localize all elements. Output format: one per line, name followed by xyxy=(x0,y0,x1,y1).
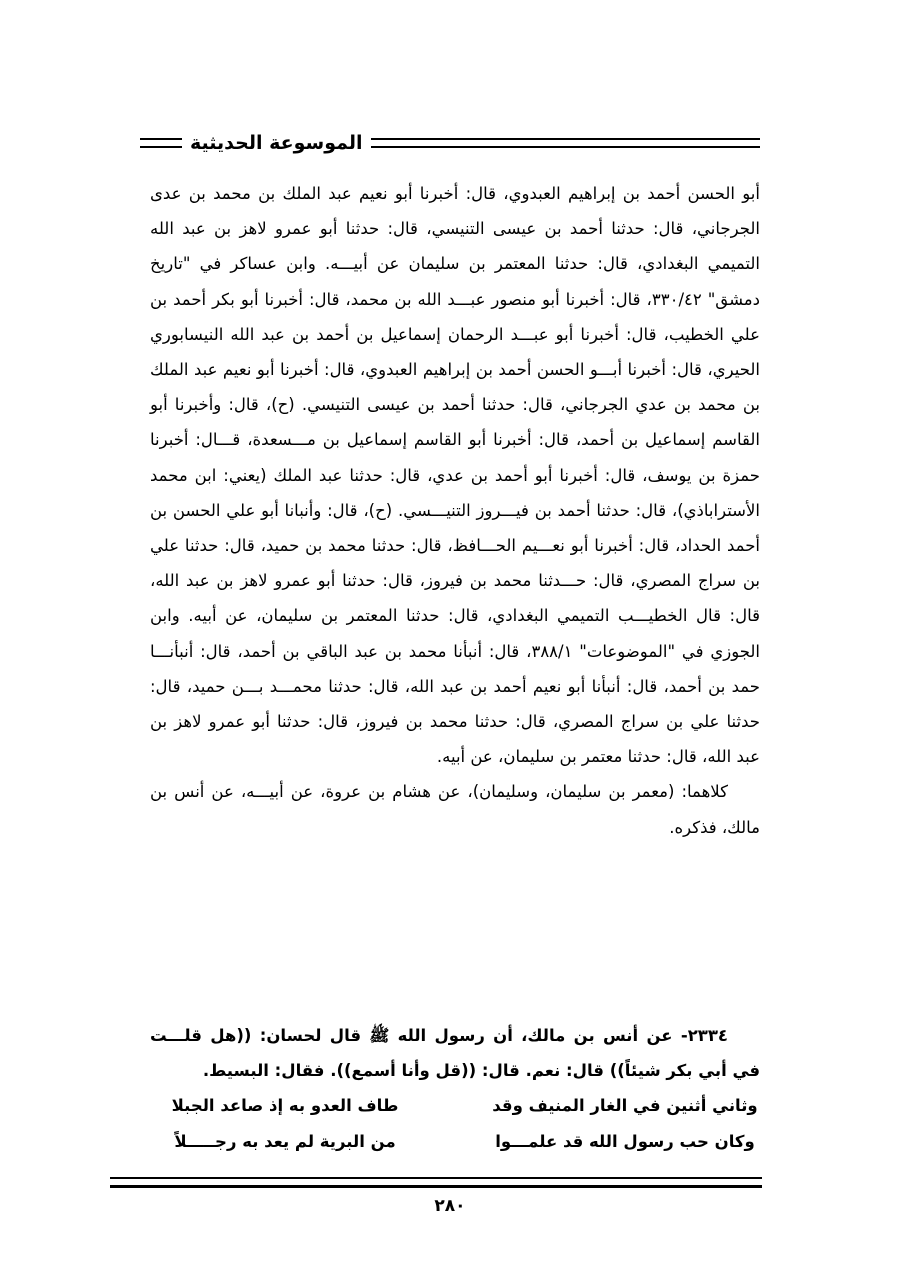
hadith-block xyxy=(150,1018,760,1088)
main-text xyxy=(150,176,760,845)
hadith-text: ٢٣٣٤- عن أنس بن مالك، أن رسول الله ﷺ قال لحسان: ((هل قلـــت في أبي بكر شيئاً)) قال: نعم. قال: ((قل وأنا أسمع)). فقال: البسيط. xyxy=(150,1026,760,1080)
header-rule-right xyxy=(371,138,761,148)
footer-rule xyxy=(110,1177,762,1188)
page-number: ٢٨٠ xyxy=(434,1196,466,1216)
verse-first-hemistich: وكان حب رسول الله قد علمـــوا xyxy=(495,1132,755,1151)
poem-verse xyxy=(150,1124,760,1160)
verse-second-hemistich: طاف العدو به إذ صاعد الجبلا xyxy=(171,1096,399,1115)
running-header xyxy=(140,128,760,158)
header-rule-left xyxy=(140,138,182,148)
isnad-paragraph: أبو الحسن أحمد بن إبراهيم العبدوي، قال: أخبرنا أبو نعيم عبد الملك بن محمد بن عدى الجرجاني، قال: حدثنا أحمد بن عيسى التنيسي، قال: حدثنا أبو عمرو لاهز بن عبد الله التميمي البغدادي، قال: حدثنا المعتمر بن سليمان عن أبيـــه. وابن عساكر في "تاريخ دمشق" ٣٣٠/٤٢، قال: أخبرنا أبو منصور عبـــد الله بن محمد، قال: أخبرنا أبو بكر أحمد بن علي الخطيب، قال: أخبرنا أبو عبـــد الرحمان إسماعيل بن أحمد بن عبد الله النيسابوري الحيري، قال: أخبرنا أبـــو الحسن أحمد بن إبراهيم العبدوي، قال: أخبرنا أبو نعيم عبد الملك بن محمد بن عدي الجرجاني، قال: حدثنا أحمد بن عيسى التنيسي. (ح)، قال: وأخبرنا أبو القاسم إسماعيل بن أحمد، قال: أخبرنا أبو القاسم إسماعيل بن مـــسعدة، قـــال: أخبرنا حمزة بن يوسف، قال: أخبرنا أبو أحمد بن عدي، قال: حدثنا عبد الملك (يعني: ابن محمد الأستراباذي)، قال: حدثنا أحمد بن فيـــروز التنيـــسي. (ح)، قال: وأنبانا أبو علي الحسن بن أحمد الحداد، قال: أخبرنا أبو نعـــيم الحـــافظ، قال: حدثنا محمد بن حميد، قال: حدثنا علي بن سراج المصري، قال: حـــدثنا محمد بن فيروز، قال: حدثنا أبو عمرو لاهز بن عبد الله، قال: قال الخطيـــب التميمي البغدادي، قال: حدثنا المعتمر بن سليمان، عن أبيه. وابن الجوزي في "الموضوعات" ٣٨٨/١، قال: أنبأنا محمد بن عبد الباقي بن أحمد، قال: أنبأنـــا حمد بن أحمد، قال: أنبأنا أبو نعيم أحمد بن عبد الله، قال: حدثنا محمـــد بـــن حميد، قال: حدثنا علي بن سراج المصري، قال: حدثنا محمد بن فيروز، قال: حدثنا أبو عمرو لاهز بن عبد الله، قال: حدثنا معتمر بن سليمان، عن أبيه. xyxy=(150,184,760,767)
poem-verse xyxy=(150,1088,760,1124)
poem-block xyxy=(150,1088,760,1160)
header-title: الموسوعة الحديثية xyxy=(190,132,363,154)
verse-first-hemistich: وثاني أثنين في الغار المنيف وقد xyxy=(492,1096,758,1115)
summary-paragraph: كلاهما: (معمر بن سليمان، وسليمان)، عن هشام بن عروة، عن أبيـــه، عن أنس بن مالك، فذكره. xyxy=(150,782,760,837)
verse-second-hemistich: من البرية لم يعد به رجـــــلاً xyxy=(174,1132,396,1151)
